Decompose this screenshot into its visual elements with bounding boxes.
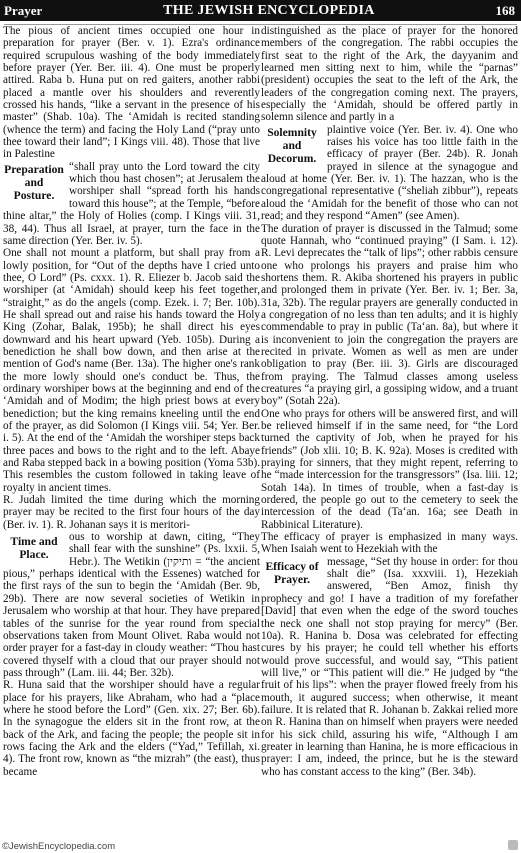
paragraph: One who prays for others will be answered first, and will be relieved himself if in the same need, for “the Lord turned the captivity of Job, when he prayed for his friends” (Job xlii. 10; B. K. 92a). Moses is credited with praying for sinners, that they might repent, referring to he “made intercession for the transgressors” (Isa. liii. 12; Sotah 14a). In times of trouble, when a fast-day is ordered, the people go out to the cemetery to seek the intercession of the dead (Ta‘an. 16a; see Death in Rabbinical Literature). xyxy=(261,407,518,531)
copyright-link[interactable]: ©JewishEncyclopedia.com xyxy=(2,841,116,852)
paragraph: ous to worship at dawn, citing, “They shall fear with the sunshine” (Ps. lxxii. 5, Hebr.). The Wetikin (ותיקין = “the ancient pious,” perhaps identical with the Essenes) watched for the first rays of the sun to begin the ‘Amidah (Ber. 9b, 29b). There are now several societies of Wetikin in Jerusalem who worship at that hour. They have prepared tables of the sunrise for the year round from special observations taken from Mount Olivet. Raba would not order prayer for a fast-day in cloudy weather: “Thou hast covered thyself with a cloud that our prayer should not pass through” (Lam. iii. 44; Ber. 32b). xyxy=(3,531,260,679)
paragraph: “shall pray unto the Lord toward the city which thou hast chosen”; at Jerusalem the worshiper shall “spread forth his hands toward this house”; at the Temple, “before thine altar,” the Holy of Holies (comp. I Kings viii. 31, 38, 44). Thus all Israel, at prayer, turn the face in the same direction (Yer. Ber. iv. 5). xyxy=(3,160,260,247)
paragraph: plaintive voice (Yer. Ber. iv. 4). One who raises his voice has too little faith in the efficacy of prayer (Ber. 24b). R. Jonah prayed in silence at the synagogue and aloud at home (Yer. Ber. iv. 1). The hazzan, who is the congregational representative (“sheliah zibbur”), repeats aloud the ‘Amidah for the benefit of those who can not read; and they respond “Amen” (see Amen). xyxy=(261,123,518,223)
page-footer xyxy=(0,838,521,853)
page-header xyxy=(0,0,521,21)
paragraph: The pious of ancient times occupied one hour in preparation for prayer (Ber. v. 1). Ezra's ordinance required scrupulous washing of the body immediately before prayer (Yer. Ber. iii. 4). One must be properly attired. Raba b. Huna put on red gaiters, another rabbi placed a mantle over his shoulders and reverently crossed his hands, “like a servant in the presence of his master” (Shab. 10a). The ‘Amidah is recited standing (whence the term) and facing the Holy Land (“pray unto thee toward their land”; I Kings viii. 48). Those that live in Palestine xyxy=(3,25,260,161)
paragraph: One shall not mount a platform, but shall pray from a lowly position, for “Out of the depths have I cried unto thee, O Lord” (Ps. cxxx. 1). R. Eliezer b. Jacob said the worshiper (at ‘Amidah) should keep his feet together, “straight,” as do the angels (comp. Ezek. i. 7; Ber. 10b). He shall spread out and raise his hands toward the Holy King (Zohar, Balak, 195b); he shall direct his eyes downward and his heart upward (Yeb. 105b). During a benediction he shall bow down, and then arise at the mention of God's name (Ber. 13a). The higher one's rank the more lowly should one's conduct be. Thus, the ordinary worshiper bows at the beginning and end of the ‘Amidah and of Modim; the high priest bows at every benediction; but the king remains kneeling until the end of the prayer, as did Solomon (I Kings viii. 54; Yer. Ber. i. 5). At the end of the ‘Amidah the worshiper steps back three paces and bows to the right and to the left. Abaye and Raba stepped back in a bowing position (Yoma 53b). This resembles the custom followed in taking leave of royalty in ancient times. xyxy=(3,247,260,494)
left-column xyxy=(3,25,260,835)
paragraph: R. Huna said that the worshiper should have a regular place for his prayers, like Abraham, who had a “place where he stood before the Lord” (Gen. xix. 27; Ber. 6b). In the synagogue the elders sit in the front row, at the back of the Ark, and facing the people; the people sit in rows facing the Ark and the elders (“Yad,” Tefillah, xi. 4). The front row, known as “the mizrah” (the east), thus became xyxy=(3,679,260,778)
paragraph: distinguished as the place of prayer for the honored members of the congregation. The rabbi occupies the first seat to the right of the Ark, the dayyanim and learned men sitting next to him, while the “parnas” (president) occupies the seat to the left of the Ark, the leaders of the congregation coming next. The prayers, especially the ‘Amidah, should be offered partly in solemn silence and partly in a xyxy=(261,25,518,124)
sidenote-solemnity: Solemnity and Decorum. xyxy=(267,125,317,165)
paragraph: R. Judah limited the time during which the morning prayer may be recited to the first four hours of the day (Ber. iv. 1). R. Johanan says it is meritori- xyxy=(3,494,260,531)
sidenote-efficacy: Efficacy of Prayer. xyxy=(265,559,319,586)
corner-marker-icon xyxy=(508,840,518,850)
paragraph: The efficacy of prayer is emphasized in many ways. When Isaiah went to Hezekiah with the xyxy=(261,531,518,556)
paragraph: The duration of prayer is discussed in the Talmud; some quote Hannah, who “continued praying” (I Sam. i. 12). R. Levi deprecates the “talk of lips”; other rabbis censure one who prolongs his prayers and praise him who shortens them. R. Akiba shortened his prayers in public and prolonged them in private (Yer. Ber. iv. 1; Ber. 3a, 31a, 32b). The regular prayers are generally conducted in a congregation of no less than ten adults; and it is highly commendable to pray in public (Ta‘an. 8a), but where it is inconvenient to join the congregation the prayers are recited in private. Women as well as men are under obligation to pray (Ber. iii. 3). Girls are discouraged from praying. The Talmud classes among useless creatures “a praying girl, a gossiping widow, and a truant boy” (Sotah 22a). xyxy=(261,222,518,408)
page-number: 168 xyxy=(495,2,515,18)
encyclopedia-title: THE JEWISH ENCYCLOPEDIA xyxy=(163,2,375,18)
sidenote-time-place: Time and Place. xyxy=(10,535,58,562)
section-label: Prayer xyxy=(4,2,43,18)
right-column xyxy=(261,25,518,835)
sidenote-preparation: Preparation and Posture. xyxy=(4,162,64,202)
paragraph: message, “Set thy house in order: for thou shalt die” (Isa. xxxviii. 1), Hezekiah answered, “Ben Amoz, finish thy prophecy and go! I have a tradition of my forefather [David] that even when the edge of the sword touches the neck one shall not stop praying for mercy” (Ber. 10a). R. Hanina b. Dosa was celebrated for effecting cures by his prayer; he could tell whether his efforts would prove successful, and would say, “This patient will live,” or “This patient will die.” He judged by “the fruit of his lips”: when the prayer flowed freely from his mouth, it augured success; when otherwise, it meant failure. It is related that R. Johanan b. Zakkai relied more on R. Hanina than on himself when prayers were needed for his sick child, assuring his wife, “Although I am greater in learning than Hanina, he is more efficacious in prayer: I am, indeed, the prince, but he is the steward who has constant access to the king” (Ber. 34b). xyxy=(261,555,518,778)
